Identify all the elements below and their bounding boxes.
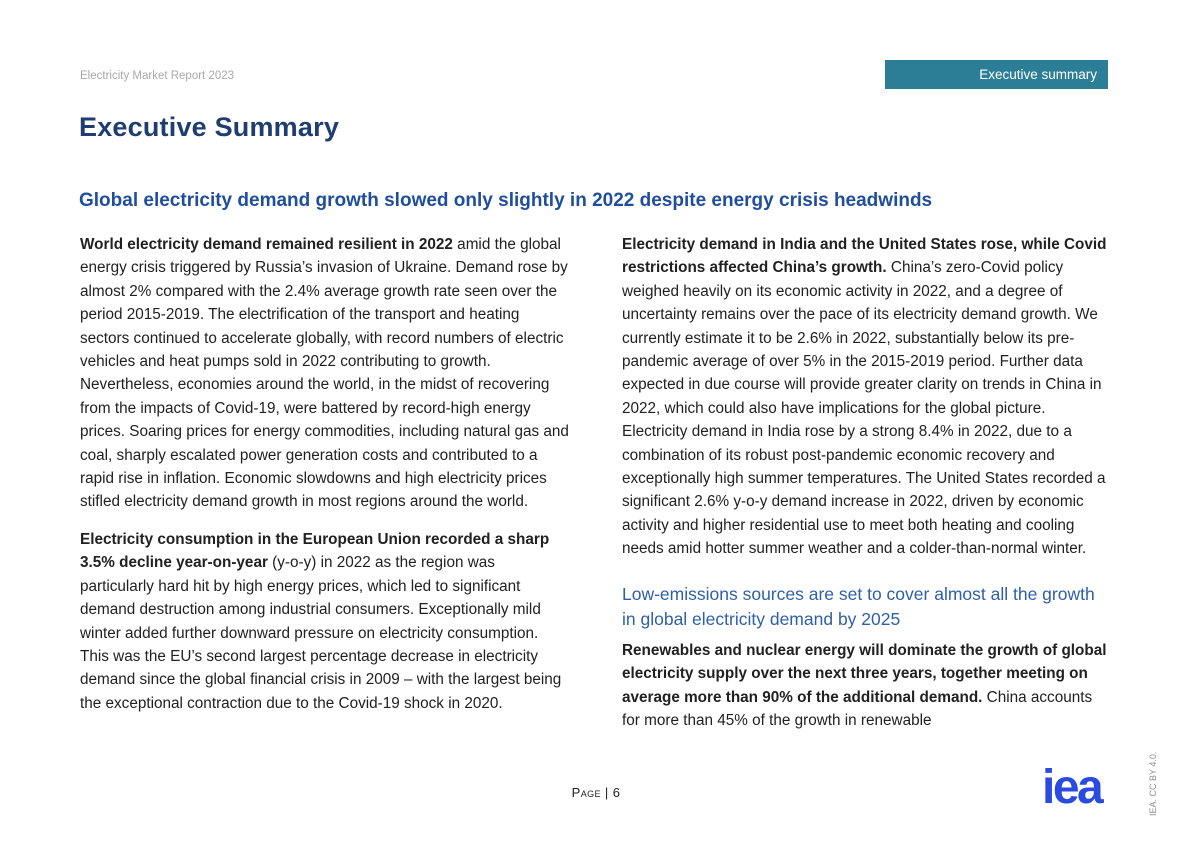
right-column (622, 233, 1112, 746)
paragraph-text: amid the global energy crisis triggered by Russia’s invasion of Ukraine. Demand rose by almost 2% compared with the 2.4% average growth rate seen over the period 2015-2019. The electrification of the transport and heating sectors continued to accelerate globally, with record numbers of electric vehicles and heat pumps sold in 2022 contributing to growth. Nevertheless, economies around the world, in the midst of recovering from the impacts of Covid-19, were battered by record-high energy prices. Soaring prices for energy commodities, including natural gas and coal, sharply escalated power generation costs and contributed to a rapid rise in inflation. Economic slowdowns and high electricity prices stifled electricity demand growth in most regions around the world. (80, 236, 569, 511)
license-credit: IEA. CC BY 4.0. (1148, 751, 1158, 816)
section-heading: Global electricity demand growth slowed only slightly in 2022 despite energy crisis headwinds (79, 190, 933, 211)
paragraph-lead: Electricity demand in India and the United States rose, while Covid restrictions affected China’s growth. (622, 236, 1107, 277)
page-number: Page | 6 (571, 785, 621, 800)
body-columns (80, 233, 1112, 746)
report-name: Electricity Market Report 2023 (80, 70, 235, 82)
paragraph-lead: World electricity demand remained resilient in 2022 (80, 236, 453, 253)
subsection-heading: Low-emissions sources are set to cover almost all the growth in global electricity demand by 2025 (622, 583, 1095, 629)
chapter-badge: Executive summary (885, 60, 1108, 89)
paragraph (80, 528, 570, 715)
left-column (80, 233, 570, 746)
paragraph-lead: Electricity consumption in the European Union recorded a sharp 3.5% decline year-on-year (80, 530, 550, 572)
page-title: Executive Summary (79, 112, 340, 142)
paragraph (622, 639, 1112, 733)
paragraph-text: China accounts for more than 45% of the growth in renewable (622, 688, 1093, 729)
paragraph (622, 233, 1112, 561)
iea-logo: iea (1042, 761, 1102, 814)
paragraph (80, 233, 570, 514)
paragraph-text: (y-o-y) in 2022 as the region was particularly hard hit by high energy prices, which led to significant demand destruction among industrial consumers. Exceptionally mild winter added further downward pressure on electricity consumption. This was the EU’s second largest percentage decrease in electricity demand since the global financial crisis in 2009 – with the largest being the exceptional contraction due to the Covid-19 shock in 2020. (80, 554, 562, 712)
paragraph-lead: Renewables and nuclear energy will dominate the growth of global electricity supply over the next three years, together meeting on average more than 90% of the additional demand. (622, 641, 1107, 706)
paragraph-text: China’s zero-Covid policy weighed heavily on its economic activity in 2022, and a degree of uncertainty remains over the pace of its electricity demand growth. We currently estimate it to be 2.6% in 2022, substantially below its pre-pandemic average of over 5% in the 2015-2019 period. Further data expected in due course will provide greater clarity on trends in China in 2022, which could also have implications for the global picture. Electricity demand in India rose by a strong 8.4% in 2022, due to a combination of its robust post-pandemic economic recovery and exceptionally high summer temperatures. The United States recorded a significant 2.6% y-o-y demand increase in 2022, driven by economic activity and higher residential use to meet both heating and cooling needs amid hotter summer weather and a colder-than-normal winter. (622, 259, 1106, 558)
